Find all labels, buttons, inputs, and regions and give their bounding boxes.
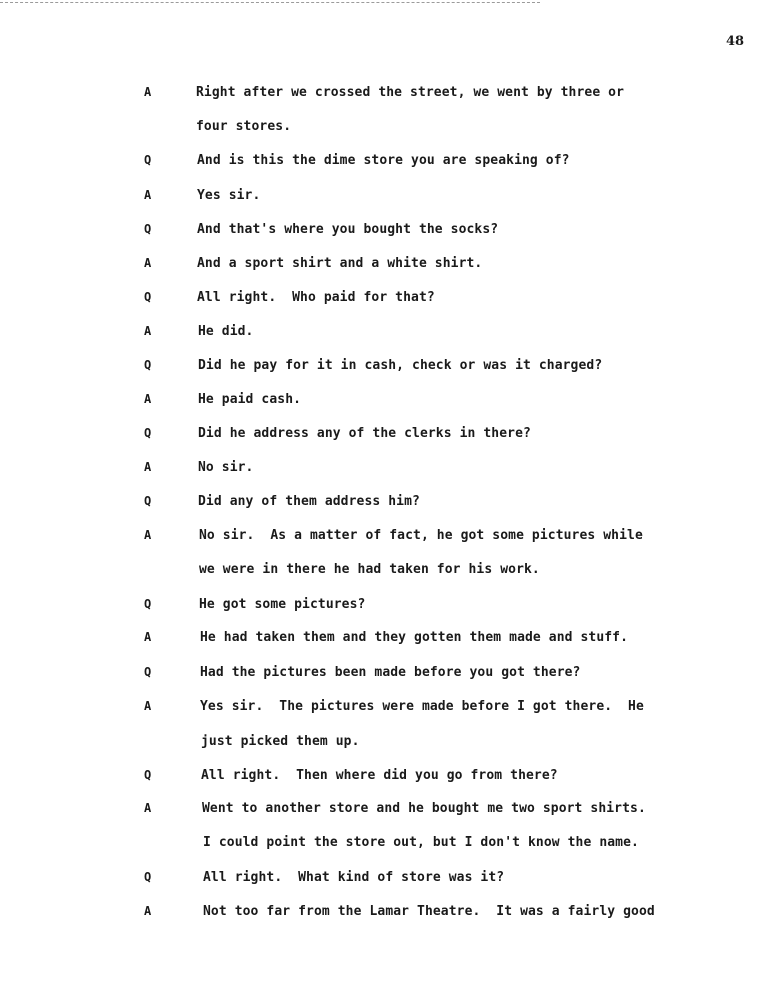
line-text: He got some pictures?	[199, 597, 366, 612]
line-text: Right after we crossed the street, we went by three or	[196, 85, 625, 100]
speaker-label: Q	[144, 494, 152, 508]
speaker-label: A	[144, 392, 152, 406]
speaker-label: A	[144, 528, 152, 542]
line-text: Did any of them address him?	[198, 494, 420, 509]
page-number: 48	[726, 34, 745, 49]
line-text: we were in there he had taken for his work.	[199, 562, 540, 577]
speaker-label: Q	[144, 768, 152, 782]
line-text: No sir. As a matter of fact, he got some pictures while	[199, 528, 643, 543]
line-text: And a sport shirt and a white shirt.	[197, 256, 483, 271]
speaker-label: Q	[144, 358, 152, 372]
line-text: He paid cash.	[198, 392, 302, 407]
line-text: And is this the dime store you are speaking of?	[197, 153, 570, 168]
line-text: No sir.	[198, 460, 254, 475]
speaker-label: A	[144, 904, 152, 918]
speaker-label: Q	[144, 290, 152, 304]
line-text: four stores.	[196, 119, 292, 134]
speaker-label: A	[144, 801, 152, 815]
scan-border	[0, 2, 540, 3]
line-text: He had taken them and they gotten them made and stuff.	[200, 630, 629, 645]
line-text: All right. Who paid for that?	[197, 290, 435, 305]
speaker-label: A	[144, 85, 152, 99]
speaker-label: Q	[144, 665, 152, 679]
line-text: just picked them up.	[201, 734, 360, 749]
speaker-label: A	[144, 630, 152, 644]
speaker-label: A	[144, 460, 152, 474]
line-text: Yes sir.	[197, 188, 261, 203]
line-text: Yes sir. The pictures were made before I got there. He	[200, 699, 644, 714]
line-text: Did he pay for it in cash, check or was it charged?	[198, 358, 603, 373]
speaker-label: Q	[144, 222, 152, 236]
line-text: Did he address any of the clerks in there?	[198, 426, 531, 441]
speaker-label: A	[144, 188, 152, 202]
line-text: He did.	[198, 324, 254, 339]
speaker-label: Q	[144, 870, 152, 884]
line-text: All right. What kind of store was it?	[203, 870, 505, 885]
line-text: Not too far from the Lamar Theatre. It was a fairly good	[203, 904, 655, 919]
speaker-label: Q	[144, 426, 152, 440]
line-text: Had the pictures been made before you got there?	[200, 665, 581, 680]
speaker-label: Q	[144, 597, 152, 611]
line-text: And that's where you bought the socks?	[197, 222, 499, 237]
speaker-label: A	[144, 256, 152, 270]
line-text: Went to another store and he bought me two sport shirts.	[202, 801, 646, 816]
speaker-label: A	[144, 699, 152, 713]
line-text: I could point the store out, but I don't know the name.	[203, 835, 639, 850]
line-text: All right. Then where did you go from there?	[201, 768, 558, 783]
speaker-label: Q	[144, 153, 152, 167]
speaker-label: A	[144, 324, 152, 338]
